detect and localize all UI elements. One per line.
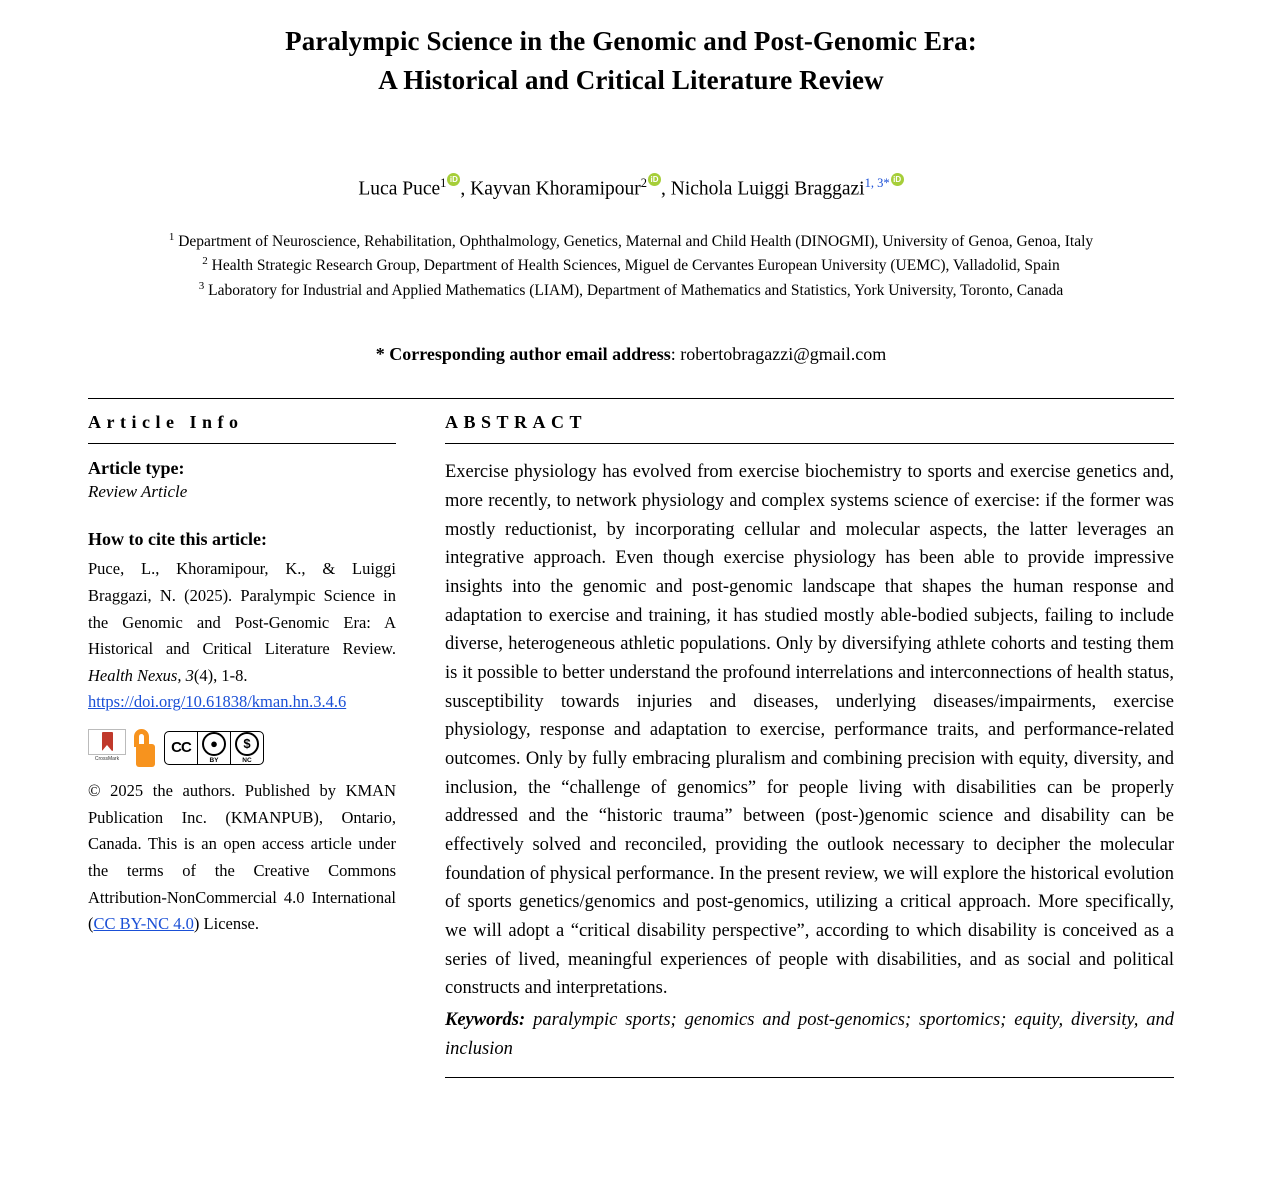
crossmark-icon[interactable]	[88, 729, 126, 767]
cc-segment	[165, 732, 198, 764]
bottom-divider	[445, 1077, 1174, 1078]
creative-commons-badge[interactable]	[164, 731, 264, 765]
author-list	[88, 174, 1174, 203]
cc-by-segment	[198, 732, 231, 764]
how-to-cite-label: How to cite this article:	[88, 529, 267, 550]
page-title	[88, 22, 1174, 100]
affiliation-text: Health Strategic Research Group, Department of Health Sciences, Miguel de Cervantes European University (UEMC), Valladolid, Spain	[207, 257, 1060, 275]
author-1-affil-marker: 1	[440, 176, 447, 191]
open-access-lock-icon	[132, 729, 158, 767]
article-first-page	[0, 22, 1262, 1177]
abstract-heading: ABSTRACT	[445, 412, 588, 433]
doi-link[interactable]: https://doi.org/10.61838/kman.hn.3.4.6	[88, 691, 347, 711]
affiliation-item	[88, 278, 1174, 302]
affiliation-text: Department of Neuroscience, Rehabilitation, Ophthalmology, Genetics, Maternal and Child Health (DINOGMI), University of Genoa, Genoa, Italy	[174, 233, 1094, 251]
abstract-column	[418, 444, 1174, 1078]
article-info-column	[88, 444, 418, 1078]
author-1-name: Luca Puce	[358, 178, 441, 200]
orcid-icon[interactable]	[648, 173, 661, 186]
license-pre: © 2025 the authors. Published by KMAN Publication Inc. (KMANPUB), Ontario, Canada. This is an open access article under the terms of the Creative Commons Attribution-NonCommercial 4.0 International (	[88, 780, 396, 934]
orcid-icon[interactable]	[891, 173, 904, 186]
affiliation-text: Laboratory for Industrial and Applied Mathematics (LIAM), Department of Mathematics and Statistics, York University, Toronto, Canada	[204, 282, 1064, 300]
corresponding-author	[88, 344, 1174, 365]
author-3-affil-marker: 1, 3*	[864, 176, 890, 191]
cc-nc-segment	[231, 732, 263, 764]
affiliation-marker: 1	[168, 231, 175, 244]
affiliation-list	[88, 229, 1174, 302]
author-2-name: , Kayvan Khoramipour	[460, 178, 641, 200]
citation-text	[88, 556, 396, 690]
corresponding-email[interactable]: : robertobragazzi@gmail.com	[670, 344, 887, 365]
crossmark-label: CrossMark	[94, 755, 120, 762]
affiliation-item	[88, 253, 1174, 277]
citation-journal: Health Nexus, 3	[88, 666, 194, 686]
section-headings-row	[88, 399, 1174, 444]
person-icon: ●	[202, 732, 226, 756]
cc-nc-label: NC	[242, 756, 252, 764]
article-info-heading: Article Info	[88, 412, 244, 433]
cc-by-label: BY	[209, 756, 219, 764]
title-line-1: Paralympic Science in the Genomic and Post-Genomic Era:	[285, 26, 977, 56]
article-type-label: Article type:	[88, 458, 185, 479]
license-link[interactable]: CC BY-NC 4.0	[93, 914, 194, 934]
content-row	[88, 444, 1174, 1078]
author-3-name: , Nichola Luiggi Braggazi	[660, 178, 865, 200]
citation-pre: Puce, L., Khoramipour, K., & Luiggi Braggazi, N. (2025). Paralympic Science in the Genomic and Post-Genomic Era: A Historical and Critical Literature Review.	[88, 559, 396, 659]
article-type-value: Review Article	[88, 482, 188, 502]
citation-post: (4), 1-8.	[193, 666, 248, 686]
license-text	[88, 778, 396, 938]
abstract-text: Exercise physiology has evolved from exercise biochemistry to sports and exercise genetics and, more recently, to network physiology and complex systems science of exercise: if the former was mostly reductionist, by incorporating cellular and molecular aspects, the latter leverages an integrative approach. Even though exercise physiology has been able to provide impressive insights into the genomic and post-genomic landscape that shapes the human response and adaptation to exercise and training, it has studied mostly able-bodied subjects, failing to include diverse, heterogeneous athletic populations. Only by diversifying athlete cohorts and testing them is it possible to better understand the profound interrelations and interconnections of health status, susceptibility towards injuries and diseases, underlying diseases/impairments, exercise physiology, response and adaptation to exercise, performance traits, and performance-related outcomes. Only by fully embracing pluralism and combining precision with equity, diversity, and inclusion, the “challenge of genomics” for people living with disabilities can be properly addressed and the “historic trauma” between (post-)genomic science and disability can be effectively solved and reconciled, providing the outlook necessary to decipher the molecular foundation of physical performance. In the present review, we will explore the historical evolution of sports genetics/genomics and post-genomics, utilizing a critical approach. More specifically, we will adopt a “critical disability perspective”, according to which disability is conceived as a series of lived, meaningful experiences of people with disabilities, and as social and political constructs and interpretations.	[445, 462, 1174, 999]
license-post: ) License.	[193, 914, 259, 934]
author-2-affil-marker: 2	[640, 176, 647, 191]
keywords-label: Keywords:	[445, 1010, 526, 1031]
keywords-text: paralympic sports; genomics and post-genomics; sportomics; equity, diversity, and inclusion	[445, 1010, 1174, 1059]
no-commercial-icon: $	[235, 732, 259, 756]
keywords	[445, 1006, 1174, 1063]
affiliation-item	[88, 229, 1174, 253]
cc-letters: CC	[171, 739, 191, 757]
affiliation-marker: 2	[202, 255, 208, 268]
orcid-icon[interactable]	[447, 173, 460, 186]
title-line-2: A Historical and Critical Literature Review	[378, 65, 884, 96]
corresponding-label: * Corresponding author email address	[375, 344, 671, 365]
badge-row	[88, 728, 396, 768]
affiliation-marker: 3	[198, 279, 205, 292]
